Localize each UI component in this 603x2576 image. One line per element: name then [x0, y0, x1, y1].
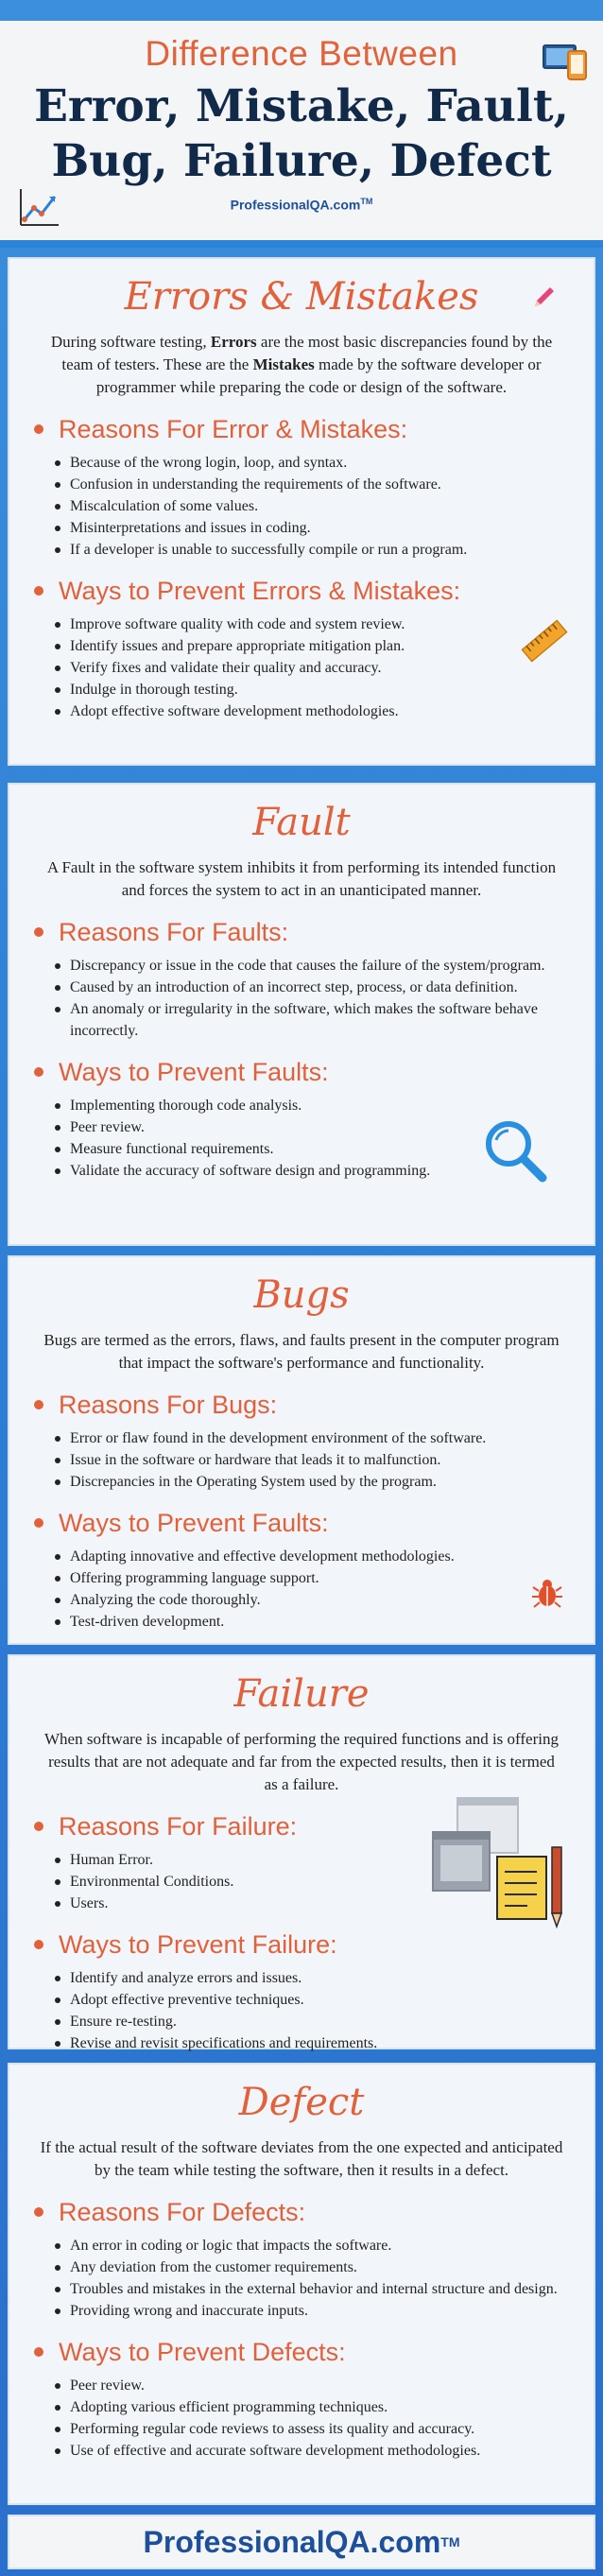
bullet-dot-icon [34, 927, 43, 937]
list-item: Improve software quality with code and system review. [55, 614, 573, 635]
section-title: Errors & Mistakes [124, 275, 479, 319]
reasons-list [30, 1427, 573, 1493]
list-item: Ensure re-testing. [55, 2011, 573, 2032]
section-title: Defect [238, 2081, 365, 2124]
reasons-heading: Reasons For Bugs: [30, 1388, 573, 1422]
section-errors-mistakes [8, 257, 595, 766]
bullet-dot-icon [34, 586, 43, 596]
prevent-heading: Ways to Prevent Failure: [30, 1928, 573, 1962]
ruler-icon [520, 616, 569, 670]
footer-logo[interactable] [8, 2515, 595, 2569]
list-item: Measure functional requirements. [55, 1138, 573, 1160]
prevent-heading: Ways to Prevent Faults: [30, 1055, 573, 1089]
footer-logo-tm: TM [440, 2534, 460, 2550]
reasons-heading: Reasons For Failure: [30, 1809, 573, 1843]
reasons-list [30, 452, 573, 561]
prevent-heading: Ways to Prevent Faults: [30, 1506, 573, 1540]
section-title: Fault [252, 801, 351, 844]
header-title [0, 79, 603, 189]
prevent-list [30, 614, 573, 722]
list-item: Troubles and mistakes in the external behavior and internal structure and design. [55, 2278, 573, 2300]
list-item: Discrepancies in the Operating System used by the program. [55, 1471, 573, 1493]
list-item: Because of the wrong login, loop, and syntax. [55, 452, 573, 474]
list-item: Adapting innovative and effective development methodologies. [55, 1546, 573, 1567]
documents-notes-icon [429, 1794, 571, 1941]
list-item: Performing regular code reviews to assess its quality and accuracy. [55, 2418, 573, 2440]
bullet-dot-icon [34, 1518, 43, 1528]
section-title: Bugs [253, 1273, 350, 1317]
list-item: Error or flaw found in the development environment of the software. [55, 1427, 573, 1449]
footer-logo-part1: Professional [143, 2524, 325, 2559]
section-defect [8, 2063, 595, 2505]
list-item: Verify fixes and validate their quality and accuracy. [55, 657, 573, 679]
reasons-list [30, 955, 573, 1042]
prevent-heading: Ways to Prevent Defects: [30, 2335, 573, 2369]
header [0, 0, 603, 248]
list-item: Identify issues and prepare appropriate mitigation plan. [55, 635, 573, 657]
header-title-line-1: Error, Mistake, Fault, [34, 80, 569, 132]
reasons-heading: Reasons For Faults: [30, 915, 573, 949]
list-item: Implementing thorough code analysis. [55, 1095, 573, 1116]
list-item: Indulge in thorough testing. [55, 679, 573, 700]
list-item: Misinterpretations and issues in coding. [55, 517, 573, 539]
list-item: Caused by an introduction of an incorrect step, process, or data definition. [55, 977, 573, 998]
growth-chart-icon [17, 185, 60, 233]
section-intro: During software testing, Errors are the most basic discrepancies found by the team of testers. These are the Mistakes made by the software developer or programmer while preparing the code or design of the software. [50, 333, 553, 396]
header-title-line-2: Bug, Failure, Defect [51, 135, 552, 187]
list-item: Miscalculation of some values. [55, 495, 573, 517]
bullet-dot-icon [34, 2347, 43, 2357]
list-item: If a developer is unable to successfully compile or run a program. [55, 539, 573, 561]
bullet-dot-icon [34, 1940, 43, 1949]
list-item: Users. [55, 1893, 573, 1914]
bullet-dot-icon [34, 1400, 43, 1409]
list-item: Revise and revisit specifications and requirements. [55, 2032, 573, 2054]
bullet-dot-icon [34, 424, 43, 434]
bug-icon [531, 1577, 563, 1614]
prevent-list [30, 2375, 573, 2462]
magnifier-icon [482, 1117, 550, 1190]
list-item: Identify and analyze errors and issues. [55, 1967, 573, 1989]
list-item: An anomaly or irregularity in the software, which makes the software behave incorrectly. [55, 998, 573, 1042]
section-intro: If the actual result of the software deviates from the one expected and anticipated by the team while testing the software, then it results in a defect. [40, 2138, 563, 2179]
section-intro: Bugs are termed as the errors, flaws, and faults present in the computer program that impact the software's performance and functionality. [43, 1331, 560, 1372]
list-item: Adopt effective software development methodologies. [55, 700, 573, 722]
list-item: Offering programming language support. [55, 1567, 573, 1589]
section-failure [8, 1654, 595, 2049]
list-item: An error in coding or logic that impacts the software. [55, 2235, 573, 2256]
list-item: Use of effective and accurate software development methodologies. [55, 2440, 573, 2462]
list-item: Any deviation from the customer requirements. [55, 2256, 573, 2278]
prevent-heading: Ways to Prevent Errors & Mistakes: [30, 574, 573, 608]
list-item: Providing wrong and inaccurate inputs. [55, 2300, 573, 2322]
header-logo-text: ProfessionalQA.com [230, 197, 361, 213]
list-item: Issue in the software or hardware that leads it to malfunction. [55, 1449, 573, 1471]
reasons-heading: Reasons For Defects: [30, 2195, 573, 2229]
header-supertitle: Difference Between [145, 34, 458, 73]
section-fault [8, 783, 595, 1246]
list-item: Adopting various efficient programming techniques. [55, 2396, 573, 2418]
reasons-list [30, 2235, 573, 2322]
list-item: Confusion in understanding the requirements of the software. [55, 474, 573, 495]
reasons-heading: Reasons For Error & Mistakes: [30, 412, 573, 446]
footer-logo-part2: QA.com [324, 2524, 441, 2559]
list-item: Discrepancy or issue in the code that causes the failure of the system/program. [55, 955, 573, 977]
section-bugs [8, 1255, 595, 1645]
section-intro: When software is incapable of performing the required functions and is offering results that are not adequate and far from the expected results, then it is termed as a failure. [44, 1730, 559, 1793]
prevent-list [30, 1546, 573, 1633]
section-intro: A Fault in the software system inhibits it from performing its intended function and forces the system to act in an unanticipated manner. [46, 858, 557, 899]
header-logo-tm: TM [360, 197, 373, 206]
list-item: Environmental Conditions. [55, 1871, 573, 1893]
list-item: Validate the accuracy of software design and programming. [55, 1160, 573, 1182]
list-item: Peer review. [55, 2375, 573, 2396]
bullet-dot-icon [34, 1822, 43, 1831]
devices-icon [543, 42, 588, 86]
header-logo[interactable] [0, 197, 603, 213]
section-title: Failure [233, 1672, 370, 1716]
list-item: Analyzing the code thoroughly. [55, 1589, 573, 1611]
list-item: Peer review. [55, 1116, 573, 1138]
prevent-list [30, 1967, 573, 2054]
pencil-icon [531, 285, 556, 315]
list-item: Test-driven development. [55, 1611, 573, 1633]
list-item: Human Error. [55, 1849, 573, 1871]
bullet-dot-icon [34, 1067, 43, 1077]
bullet-dot-icon [34, 2207, 43, 2217]
header-top-bar [0, 0, 603, 21]
list-item: Adopt effective preventive techniques. [55, 1989, 573, 2011]
